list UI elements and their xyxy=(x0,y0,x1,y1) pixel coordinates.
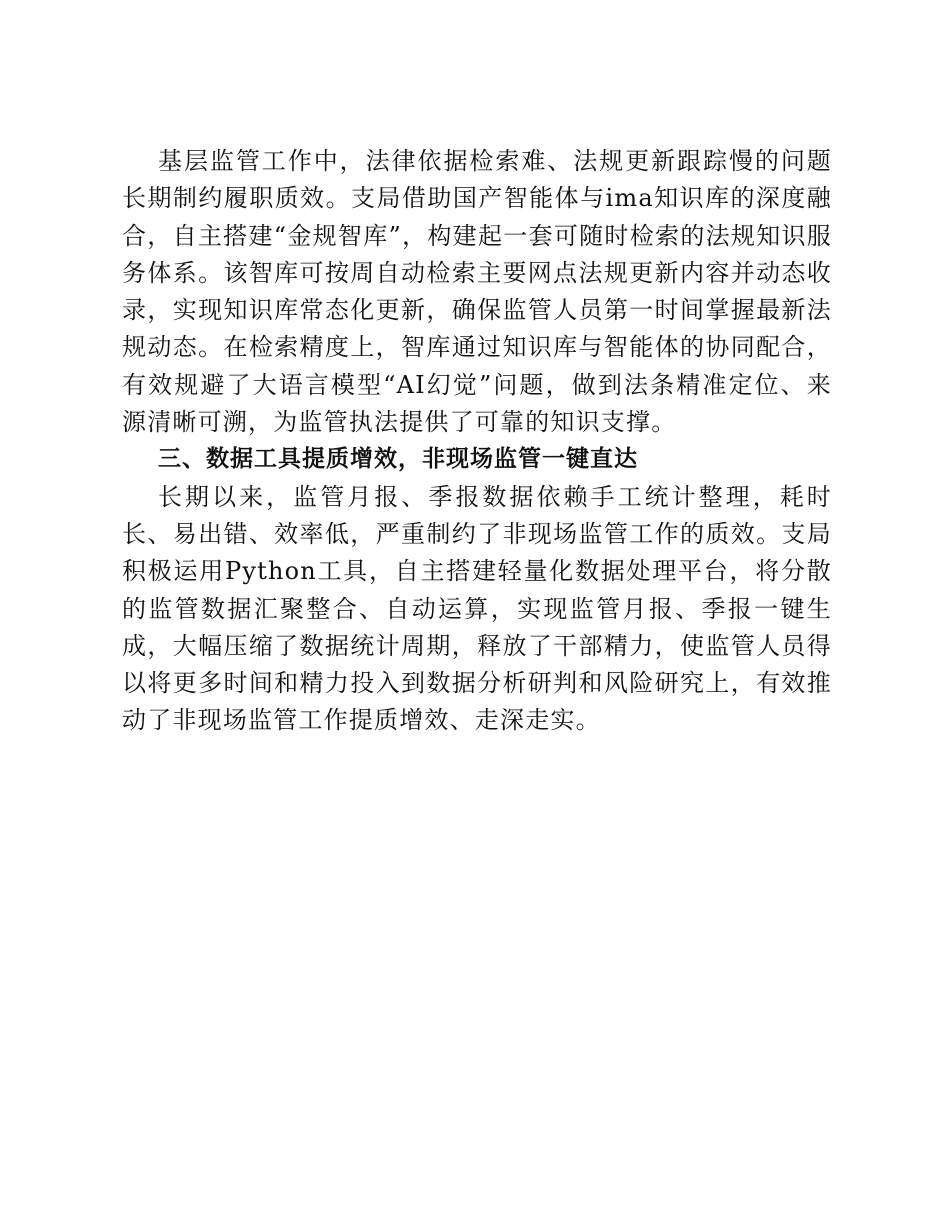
paragraph-data-tools: 长期以来，监管月报、季报数据依赖手工统计整理，耗时长、易出错、效率低，严重制约了非现场监管工作的质效。支局积极运用Python工具，自主搭建轻量化数据处理平台，将分散的监管数据汇聚整合、自动运算，实现监管月报、季报一键生成，大幅压缩了数据统计周期，释放了干部精力，使监管人员得以将更多时间和精力投入到数据分析研判和风险研究上，有效推动了非现场监管工作提质增效、走深走实。 xyxy=(122,482,832,735)
section-heading-3: 三、数据工具提质增效，非现场监管一键直达 xyxy=(158,446,638,473)
document-body xyxy=(122,143,832,740)
paragraph-knowledge-base: 基层监管工作中，法律依据检索难、法规更新跟踪慢的问题长期制约履职质效。支局借助国产智能体与ima知识库的深度融合，自主搭建“金规智库”，构建起一套可随时检索的法规知识服务体系。该智库可按周自动检索主要网点法规更新内容并动态收录，实现知识库常态化更新，确保监管人员第一时间掌握最新法规动态。在检索精度上，智库通过知识库与智能体的协同配合，有效规避了大语言模型“AI幻觉”问题，做到法条精准定位、来源清晰可溯，为监管执法提供了可靠的知识支撑。 xyxy=(122,147,832,437)
